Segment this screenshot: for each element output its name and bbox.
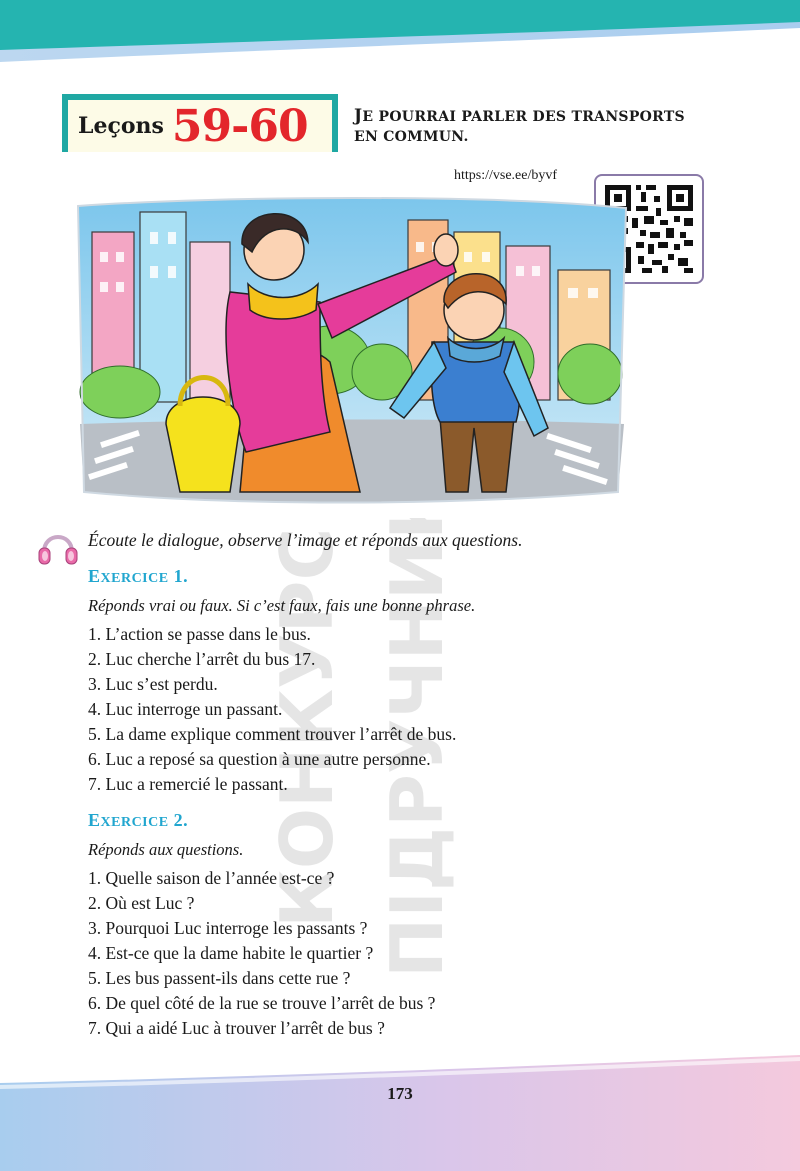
exercise-2-instruction: Réponds aux questions. [88, 840, 244, 859]
bottom-decorative-band [0, 1055, 800, 1171]
exercise-2-list [88, 866, 435, 1041]
lesson-objective [354, 106, 734, 147]
listening-instruction: Écoute le dialogue, observe l’image et réponds aux questions. [88, 530, 523, 550]
page-number: 173 [387, 1084, 413, 1103]
list-item: 1. Quelle saison de l’année est-ce ? [88, 868, 335, 888]
lesson-number: 59-60 [171, 100, 308, 152]
list-item: 4. Luc interroge un passant. [88, 699, 283, 719]
list-item: 6. De quel côté de la rue se trouve l’arrêt de bus ? [88, 993, 436, 1013]
watermark-line1: КОНКУРС [272, 527, 349, 928]
list-item: 6. Luc a reposé sa question à une autre personne. [88, 749, 431, 769]
list-item: 7. Qui a aidé Luc à trouver l’arrêt de bus ? [88, 1018, 385, 1038]
exercise-1-instruction: Réponds vrai ou faux. Si c’est faux, fais une bonne phrase. [88, 596, 476, 615]
lesson-heading [62, 94, 338, 152]
objective-line1: E POURRAI PARLER DES TRANSPORTS [362, 109, 685, 125]
list-item: 2. Où est Luc ? [88, 893, 195, 913]
lesson-label: Leçons [78, 113, 164, 139]
list-item: 3. Luc s’est perdu. [88, 674, 218, 694]
objective-line2: EN COMMUN. [354, 129, 469, 145]
list-item: 4. Est-ce que la dame habite le quartier ? [88, 943, 374, 963]
resource-url[interactable]: https://vse.ee/byvf [454, 168, 558, 183]
watermark-line2: ПІДРУЧНИКІВ [375, 518, 459, 978]
list-item: 1. L’action se passe dans le bus. [88, 624, 311, 644]
headphones-icon[interactable] [36, 526, 80, 566]
exercise-1-list [88, 622, 456, 797]
list-item: 7. Luc a remercié le passant. [88, 774, 288, 794]
exercise-2-title: EXERCICE 2. [88, 810, 189, 830]
list-item: 5. Les bus passent-ils dans cette rue ? [88, 968, 351, 988]
list-item: 2. Luc cherche l’arrêt du bus 17. [88, 649, 316, 669]
street-illustration [70, 192, 634, 508]
objective-cap: J [354, 106, 363, 126]
list-item: 5. La dame explique comment trouver l’arrêt de bus. [88, 724, 457, 744]
exercise-1-title: EXERCICE 1. [88, 566, 189, 586]
list-item: 3. Pourquoi Luc interroge les passants ? [88, 918, 368, 938]
top-decorative-band [0, 0, 800, 80]
